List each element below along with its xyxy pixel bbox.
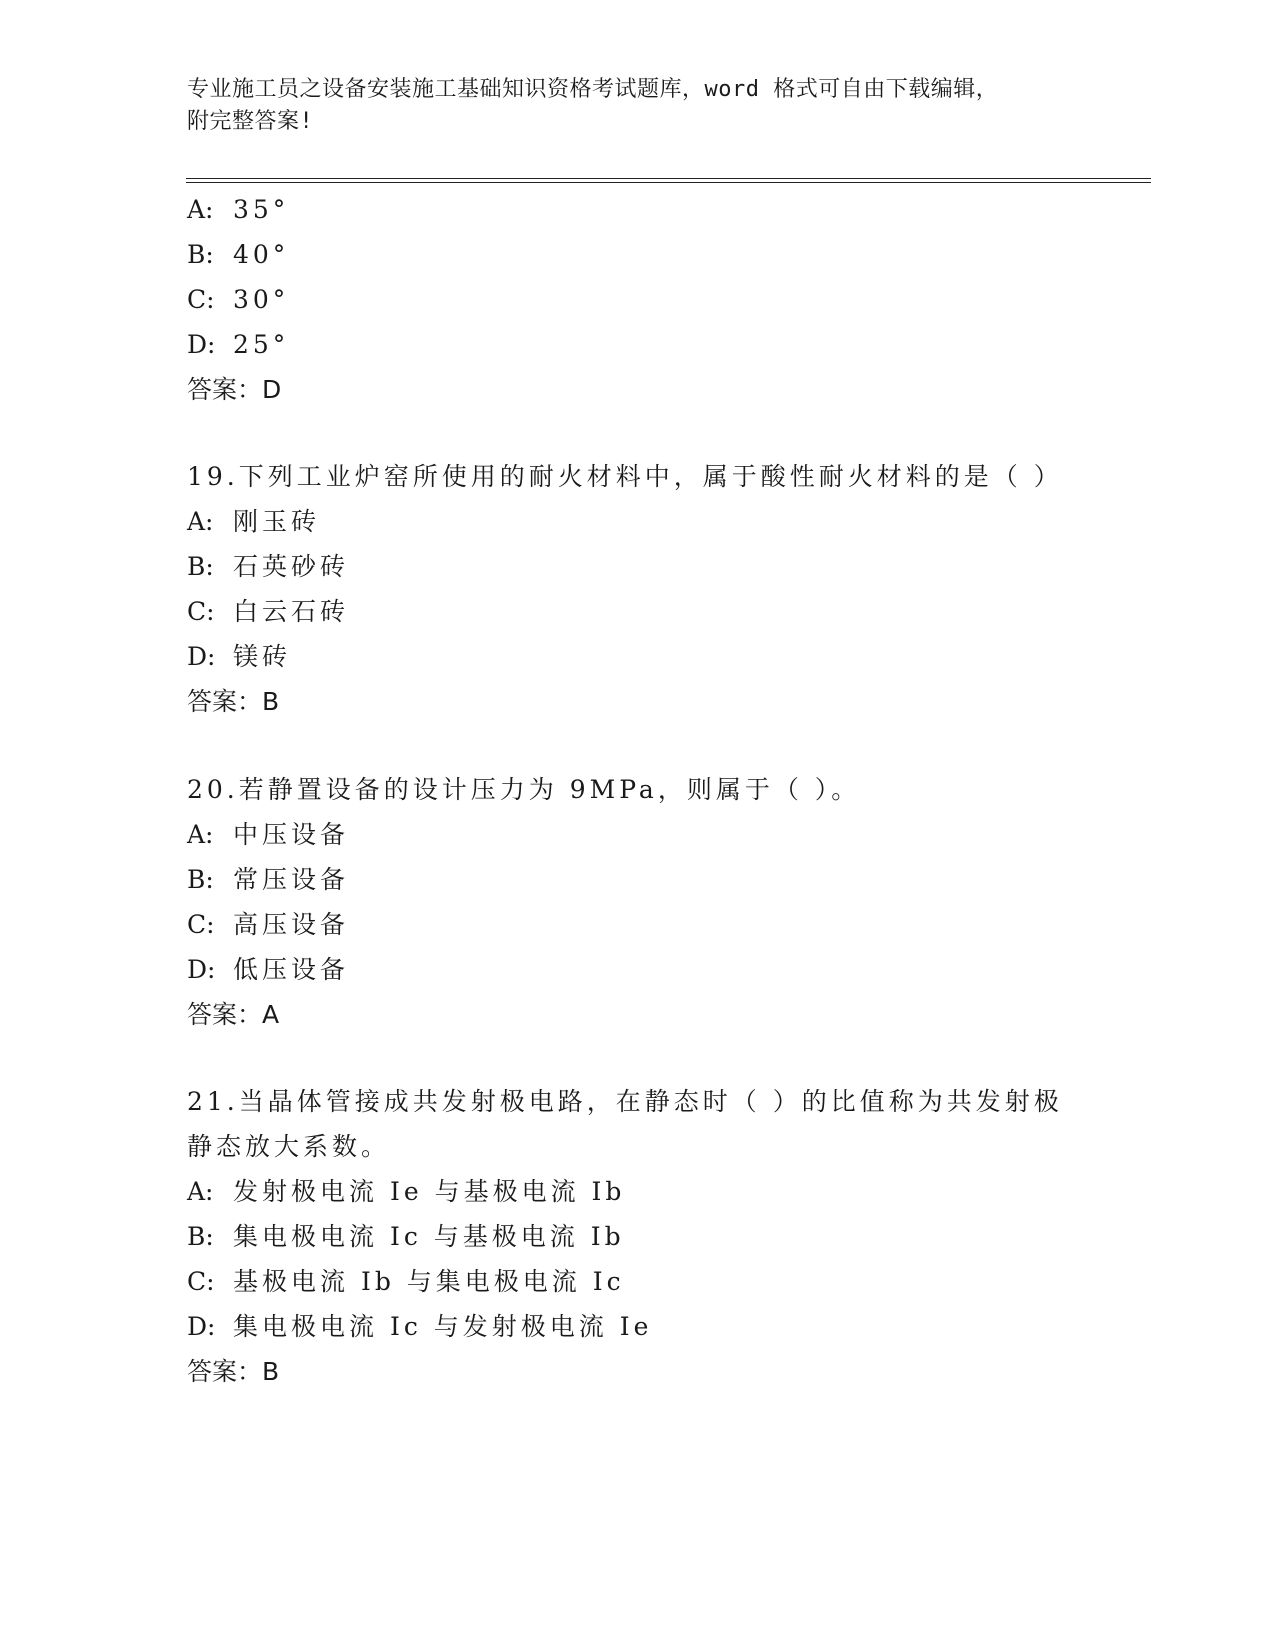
header-divider-bottom xyxy=(186,182,1151,183)
q21-option-b xyxy=(187,1221,625,1253)
q20-option-c xyxy=(187,909,349,941)
option-text: 镁砖 xyxy=(233,642,292,671)
q20-option-d xyxy=(187,954,349,986)
option-text: 刚玉砖 xyxy=(233,507,321,536)
option-text: 石英砂砖 xyxy=(233,552,350,581)
header-line-2: 附完整答案! xyxy=(187,109,314,134)
option-label: A: xyxy=(187,195,214,224)
option-label: C: xyxy=(187,1267,215,1296)
q21-stem-line-2: 静态放大系数。 xyxy=(187,1132,391,1161)
q21-stem-line-1: 21.当晶体管接成共发射极电路，在静态时（ ）的比值称为共发射极 xyxy=(187,1087,1063,1116)
q21-option-c xyxy=(187,1266,625,1298)
option-label: D: xyxy=(187,330,216,359)
q19-stem: 19.下列工业炉窑所使用的耐火材料中，属于酸性耐火材料的是（ ） xyxy=(187,462,1063,491)
q19-option-b xyxy=(187,551,349,583)
document-header xyxy=(187,74,1087,138)
option-label: D: xyxy=(187,955,216,984)
q21-answer: 答案：B xyxy=(187,1357,280,1386)
option-label: D: xyxy=(187,642,216,671)
option-text: 白云石砖 xyxy=(233,597,350,626)
option-text: 低压设备 xyxy=(233,955,350,984)
option-label: C: xyxy=(187,285,215,314)
option-label: B: xyxy=(187,552,214,581)
q19-option-a xyxy=(187,506,320,538)
option-text: 集电极电流 Ic 与发射极电流 Ie xyxy=(233,1312,653,1341)
q18-option-a xyxy=(187,194,289,226)
option-text: 35° xyxy=(233,195,290,224)
q19-option-c xyxy=(187,596,349,628)
option-label: B: xyxy=(187,1222,214,1251)
option-text: 高压设备 xyxy=(233,910,350,939)
option-text: 25° xyxy=(233,330,290,359)
q18-option-c xyxy=(187,284,289,316)
option-label: D: xyxy=(187,1312,216,1341)
option-text: 40° xyxy=(233,240,290,269)
q18-option-b xyxy=(187,239,289,271)
option-text: 基极电流 Ib 与集电极电流 Ic xyxy=(233,1267,625,1296)
option-label: A: xyxy=(187,507,214,536)
option-label: C: xyxy=(187,910,215,939)
option-text: 30° xyxy=(233,285,290,314)
option-label: A: xyxy=(187,1177,214,1206)
q21-option-a xyxy=(187,1176,625,1208)
option-label: C: xyxy=(187,597,215,626)
option-label: B: xyxy=(187,865,214,894)
header-divider-top xyxy=(186,178,1151,179)
q20-option-b xyxy=(187,864,349,896)
option-text: 发射极电流 Ie 与基极电流 Ib xyxy=(233,1177,626,1206)
header-line-1: 专业施工员之设备安装施工基础知识资格考试题库，word 格式可自由下载编辑， xyxy=(187,77,999,102)
q20-answer: 答案：A xyxy=(187,1000,280,1029)
q20-option-a xyxy=(187,819,349,851)
option-label: B: xyxy=(187,240,214,269)
option-text: 中压设备 xyxy=(233,820,350,849)
option-text: 常压设备 xyxy=(233,865,350,894)
q21-option-d xyxy=(187,1311,652,1343)
q19-answer: 答案：B xyxy=(187,687,280,716)
q20-stem: 20.若静置设备的设计压力为 9MPa，则属于（ ）。 xyxy=(187,775,861,804)
q18-answer: 答案：D xyxy=(187,375,282,404)
option-label: A: xyxy=(187,820,214,849)
q19-option-d xyxy=(187,641,291,673)
option-text: 集电极电流 Ic 与基极电流 Ib xyxy=(233,1222,625,1251)
q18-option-d xyxy=(187,329,289,361)
